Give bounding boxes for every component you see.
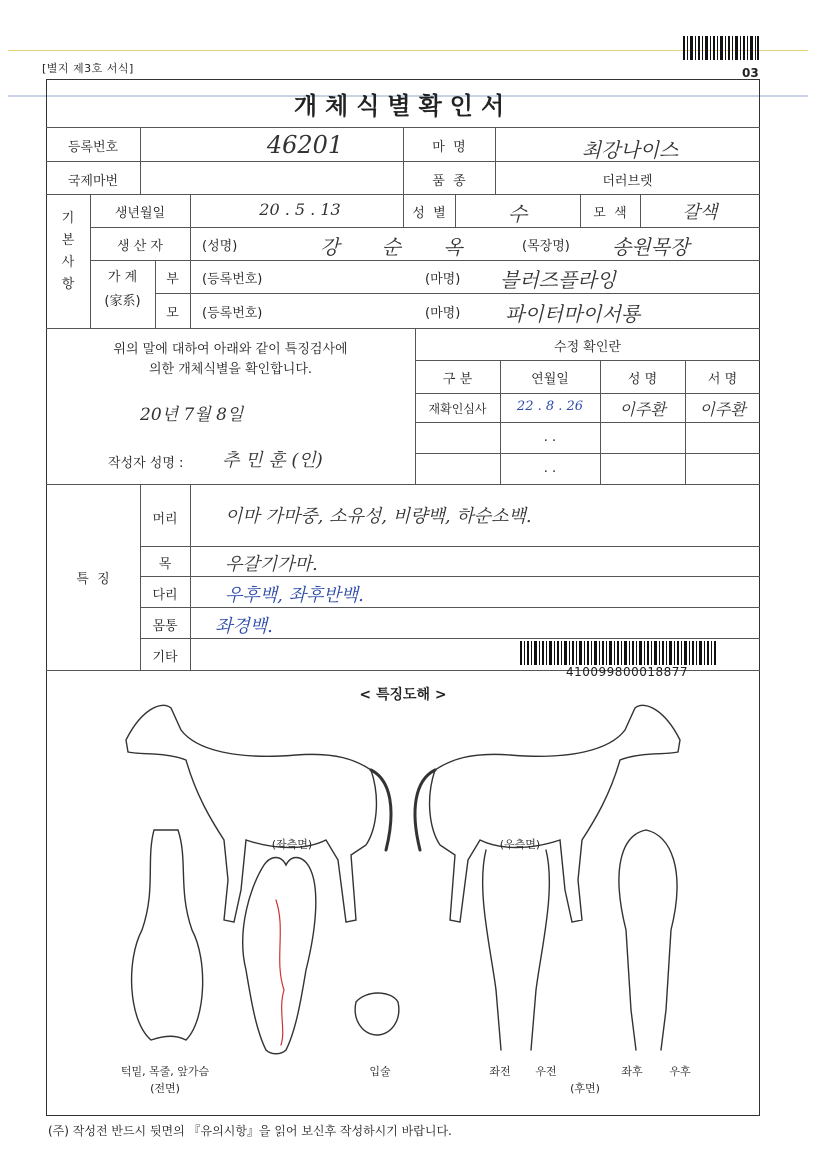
right-side-caption: (우측면) bbox=[499, 838, 541, 851]
sire-name-label: (마명) bbox=[425, 272, 461, 287]
dam-name-value: 파이터마이서룡 bbox=[505, 302, 641, 326]
right-side-horse-outline bbox=[430, 705, 680, 922]
hind-left-caption: 좌후 bbox=[621, 1065, 643, 1078]
producer-name-value: 강 순 옥 bbox=[320, 235, 481, 259]
producer-label: 생 산 자 bbox=[117, 239, 163, 254]
revision-row-date: . . bbox=[543, 461, 557, 476]
feature-value-neck: 우갈기가마. bbox=[225, 554, 318, 575]
revision-row-date: 22 . 8 . 26 bbox=[516, 399, 584, 414]
neck-chest-caption: 턱밑, 목줄, 앞가슴 bbox=[120, 1065, 210, 1078]
coat-color-label: 모 색 bbox=[593, 206, 627, 221]
feature-value-legs: 우후백, 좌후반백. bbox=[225, 585, 364, 606]
dam-name-label: (마명) bbox=[425, 306, 461, 321]
sex-value: 수 bbox=[507, 202, 528, 226]
feature-value-head: 이마 가마중, 소유성, 비량백, 하순소백. bbox=[225, 506, 532, 527]
revision-row-type: 재확인심사 bbox=[428, 402, 487, 416]
hind-right-caption: 우후 bbox=[669, 1065, 691, 1078]
footer-note: (주) 작성전 반드시 뒷면의 『유의시항』을 읽어 보신후 작성하시기 바랍니다. bbox=[48, 1124, 452, 1138]
neck-chest-outline bbox=[132, 830, 203, 1040]
producer-name-label: (성명) bbox=[202, 239, 238, 254]
barcode-top bbox=[683, 36, 759, 60]
front-legs-outline bbox=[483, 850, 550, 1050]
reg-number-value: 46201 bbox=[266, 131, 344, 159]
breed-label: 품 종 bbox=[432, 174, 466, 189]
page-number: 03 bbox=[742, 66, 759, 80]
revision-row-date: . . bbox=[543, 430, 557, 445]
features-section-label: 특 징 bbox=[76, 572, 110, 587]
dam-reg-label: (등록번호) bbox=[202, 306, 263, 321]
revision-header-name: 성 명 bbox=[627, 372, 658, 387]
sex-label: 성 별 bbox=[412, 206, 446, 221]
feature-label-head: 머리 bbox=[152, 512, 178, 527]
feature-label-legs: 다리 bbox=[152, 588, 178, 603]
revision-row-sign: 이주환 bbox=[699, 400, 746, 419]
dam-label: 모 bbox=[166, 306, 179, 321]
revision-title: 수정 확인란 bbox=[554, 340, 621, 355]
feature-label-body: 몸통 bbox=[152, 619, 178, 634]
revision-row-name: 이주환 bbox=[619, 400, 666, 419]
feature-label-other: 기타 bbox=[152, 650, 178, 665]
birth-date-value: 20 . 5 . 13 bbox=[259, 200, 341, 219]
confirmation-statement: 위의 말에 대하여 아래와 같이 특징검사에 의한 개체식별을 확인합니다. bbox=[113, 342, 348, 377]
form-label: [별지 제3호 서식] bbox=[42, 62, 134, 75]
sire-label: 부 bbox=[166, 272, 179, 287]
blaze-marking bbox=[276, 900, 284, 1045]
horse-name-label: 마 명 bbox=[432, 140, 466, 155]
barcode-number: 410099800018877 bbox=[566, 665, 689, 679]
rear-view-outline bbox=[619, 830, 677, 1050]
revision-header-type: 구 분 bbox=[442, 372, 473, 387]
farm-name-label: (목장명) bbox=[522, 239, 570, 254]
front-view-caption: (전면) bbox=[150, 1082, 180, 1095]
basic-info-section-label: 기 본 사 항 bbox=[61, 211, 75, 292]
author-signature: 추 민 훈 (인) bbox=[222, 450, 323, 471]
feature-value-body: 좌경백. bbox=[215, 616, 273, 637]
breed-value: 더러브렛 bbox=[602, 174, 653, 189]
fore-right-caption: 우전 bbox=[535, 1065, 557, 1078]
horse-name-value: 최강나이스 bbox=[581, 138, 679, 162]
lip-outline bbox=[355, 993, 399, 1035]
horse-diagram bbox=[46, 690, 760, 1110]
left-side-caption: (좌측면) bbox=[271, 838, 313, 851]
left-side-horse-outline bbox=[126, 705, 376, 922]
lip-caption: 입술 bbox=[369, 1065, 391, 1078]
sire-reg-label: (등록번호) bbox=[202, 272, 263, 287]
farm-name-value: 송원목장 bbox=[612, 235, 690, 259]
intl-number-label: 국제마번 bbox=[67, 174, 119, 189]
reg-number-label: 등록번호 bbox=[67, 140, 119, 155]
rear-view-caption: (후면) bbox=[570, 1082, 600, 1095]
author-label: 작성자 성명 : bbox=[108, 456, 184, 471]
revision-header-date: 연월일 bbox=[531, 372, 569, 387]
diagram-title: < 특징도해 > bbox=[359, 687, 447, 703]
birth-date-label: 생년월일 bbox=[114, 206, 166, 221]
feature-label-neck: 목 bbox=[158, 557, 172, 572]
lineage-label: 가 계 (家系) bbox=[104, 270, 141, 309]
barcode-label bbox=[520, 641, 716, 665]
document-title: 개체식별확인서 bbox=[293, 92, 513, 120]
revision-header-sign: 서 명 bbox=[707, 372, 738, 387]
coat-color-value: 갈색 bbox=[682, 202, 718, 223]
fore-left-caption: 좌전 bbox=[489, 1065, 511, 1078]
sire-name-value: 블러즈플라잉 bbox=[500, 268, 616, 292]
confirmation-date: 20년 7월 8일 bbox=[140, 405, 244, 425]
